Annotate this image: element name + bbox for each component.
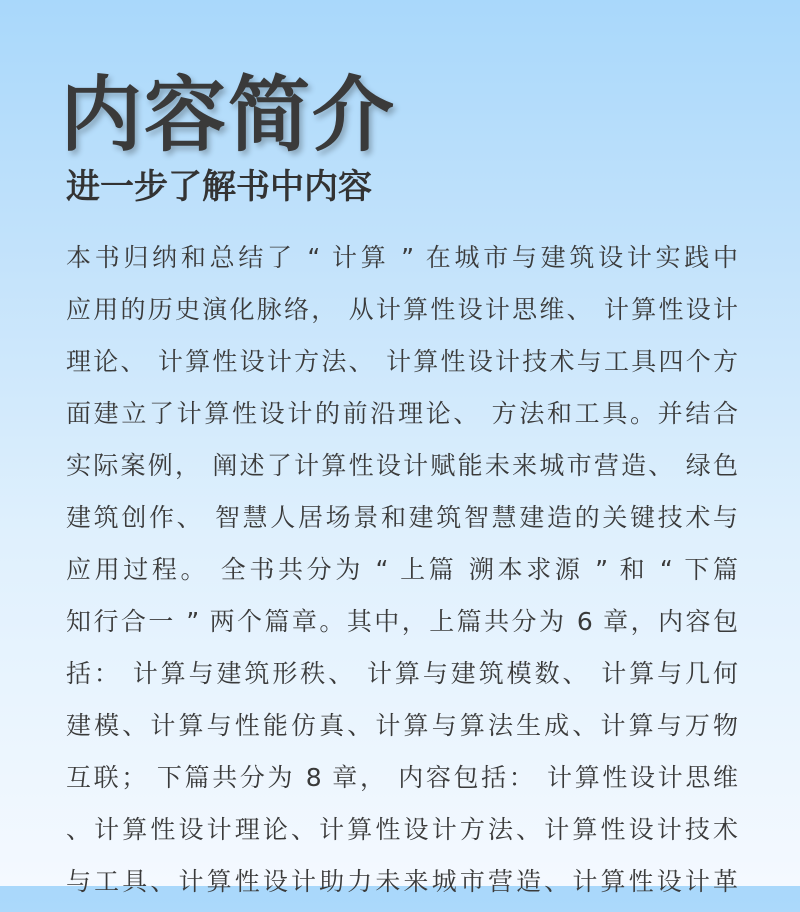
paragraph-line: 建模、计算与性能仿真、计算与算法生成、计算与万物: [66, 711, 738, 740]
intro-paragraph: [66, 236, 738, 912]
paragraph-line: 理论、 计算性设计方法、 计算性设计技术与工具四个方: [66, 347, 738, 376]
paragraph-line: 面建立了计算性设计的前沿理论、 方法和工具。并结合: [66, 399, 738, 428]
paragraph-line: 本书归纳和总结了 “ 计算 ” 在城市与建筑设计实践中: [66, 243, 738, 272]
paragraph-line: 与工具、计算性设计助力未来城市营造、计算性设计革: [66, 867, 738, 896]
page-subtitle: 进一步了解书中内容: [66, 167, 372, 207]
paragraph-line: 、计算性设计理论、计算性设计方法、计算性设计技术: [66, 815, 738, 844]
paragraph-line: 知行合一 ” 两个篇章。其中，上篇共分为 6 章，内容包: [66, 607, 738, 636]
paragraph-line: 实际案例， 阐述了计算性设计赋能未来城市营造、 绿色: [66, 451, 738, 480]
paragraph-line: 应用的历史演化脉络， 从计算性设计思维、 计算性设计: [66, 295, 738, 324]
page-title: 内容简介: [60, 68, 397, 163]
paragraph-line: 括： 计算与建筑形秩、 计算与建筑模数、 计算与几何: [66, 659, 738, 688]
paragraph-line: 建筑创作、 智慧人居场景和建筑智慧建造的关键技术与: [66, 503, 738, 532]
paragraph-line: 应用过程。 全书共分为 “ 上篇 溯本求源 ” 和 “ 下篇: [66, 555, 738, 584]
paragraph-line: 互联； 下篇共分为 8 章， 内容包括： 计算性设计思维: [66, 763, 738, 792]
